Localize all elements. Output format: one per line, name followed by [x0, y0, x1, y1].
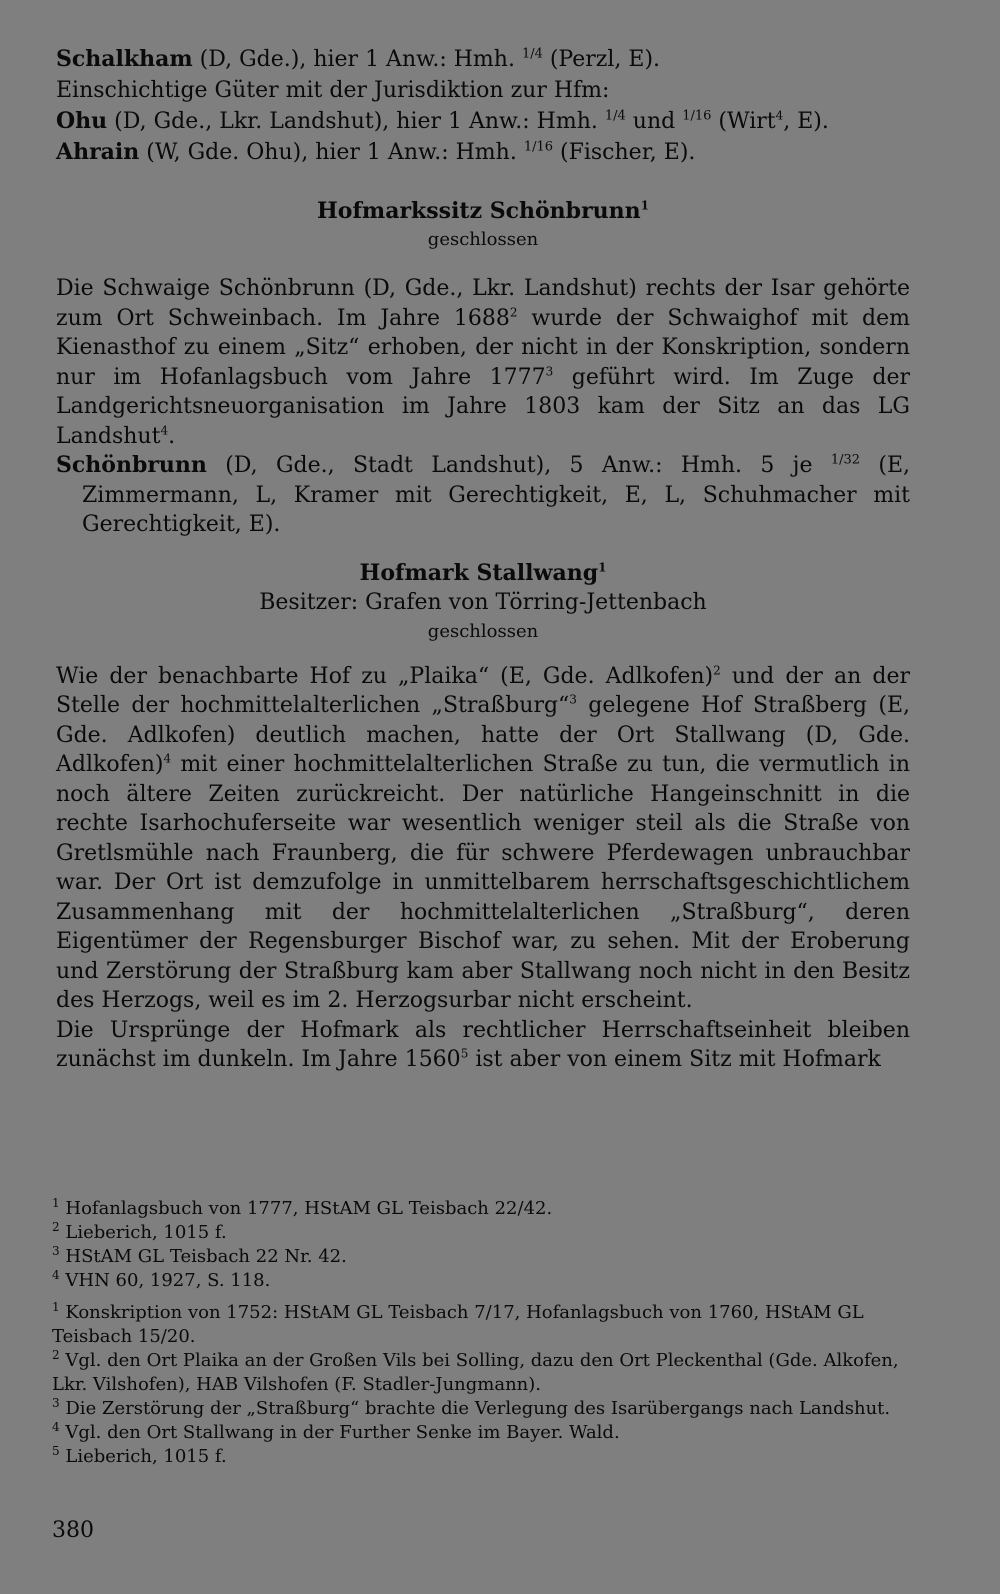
list-heading: Einschichtige Güter mit der Jurisdiktion zur Hfm:	[56, 78, 610, 103]
place-name: Ahrain	[56, 139, 140, 165]
footnote: $^3$ HStAM GL Teisbach 22 Nr. 42.	[52, 1244, 347, 1267]
section-status: geschlossen	[427, 620, 539, 642]
list-item-ahrain: Ahrain (W, Gde. Ohu), hier 1 Anw.: Hmh. $^{1/16}$ (Fischer, E).	[56, 139, 696, 165]
page-number: 380	[52, 1518, 94, 1543]
section-owner: Besitzer: Grafen von Törring-Jettenbach	[259, 589, 707, 615]
entry-schoenbrunn: Schönbrunn (D, Gde., Stadt Landshut), 5 Anw.: Hmh. 5 je $^{1/32}$ (E, Zimmermann, L, Kramer mit Gerechtigkeit, E, L, Schuhmacher mit Gerechtigkeit, E).	[56, 452, 910, 537]
footnote: $^4$ VHN 60, 1927, S. 118.	[52, 1268, 271, 1291]
footnote: $^1$ Konskription von 1752: HStAM GL Teisbach 7/17, Hofanlagsbuch von 1760, HStAM GL Teisbach 15/20.	[52, 1300, 864, 1347]
footnotes-group-b	[52, 1301, 910, 1469]
place-name: Schönbrunn	[56, 452, 207, 478]
place-name: Ohu	[56, 108, 108, 134]
paragraph-stallwang-1: Wie der benachbarte Hof zu „Plaika“ (E, Gde. Adlkofen)$^2$ und der an der Stelle der hochmittelalterlichen „Straßburg“$^3$ gelegene Hof Straßberg (E, Gde. Adlkofen) deutlich machen, hatte der Ort Stallwang (D, Gde. Adlkofen)$^4$ mit einer hochmittelalterlichen Straße zu tun, die vermutlich in noch ältere Zeiten zurückreicht. Der natürliche Hangeinschnitt in die rechte Isarhochuferseite war wesentlich weniger steil als die Straße von Gretlsmühle nach Fraunberg, die für schwere Pferdewagen unbrauchbar war. Der Ort ist demzufolge in unmittelbarem herrschaftsgeschichtlichem Zusammenhang mit der hochmittelalterlichen „Straßburg“, deren Eigentümer der Regensburger Bischof war, zu sehen. Mit der Eroberung und Zerstörung der Straßburg kam aber Stallwang noch nicht in den Besitz des Herzogs, weil es im 2. Herzogsurbar nicht erscheint.	[56, 663, 910, 1013]
place-name: Schalkham	[56, 46, 193, 72]
footnote: $^2$ Lieberich, 1015 f.	[52, 1220, 227, 1243]
list-item-ohu: Ohu (D, Gde., Lkr. Landshut), hier 1 Anw.: Hmh. $^{1/4}$ und $^{1/16}$ (Wirt$^4$, E).	[56, 108, 829, 134]
footnote: $^1$ Hofanlagsbuch von 1777, HStAM GL Teisbach 22/42.	[52, 1196, 553, 1219]
footnote: $^2$ Vgl. den Ort Plaika an der Großen Vils bei Solling, dazu den Ort Pleckenthal (Gde. Alkofen, Lkr. Vilshofen), HAB Vilshofen (F. Stadler-Jungmann).	[52, 1348, 899, 1395]
footnote: $^4$ Vgl. den Ort Stallwang in der Further Senke im Bayer. Wald.	[52, 1420, 620, 1443]
section-title-schoenbrunn: Hofmarkssitz Schönbrunn$^1$	[317, 198, 649, 224]
paragraph-schoenbrunn: Die Schwaige Schönbrunn (D, Gde., Lkr. Landshut) rechts der Isar gehörte zum Ort Schweinbach. Im Jahre 1688$^2$ wurde der Schwaighof mit dem Kienasthof zu einem „Sitz“ erhoben, der nicht in der Konskription, sondern nur im Hofanlagsbuch vom Jahre 1777$^3$ geführt wird. Im Zuge der Landgerichtsneuorganisation im Jahre 1803 kam der Sitz an das LG Landshut$^4$.	[56, 276, 910, 449]
section-title-stallwang: Hofmark Stallwang$^1$	[359, 559, 607, 586]
paragraph-stallwang-2: Die Ursprünge der Hofmark als rechtlicher Herrschaftseinheit bleiben zunächst im dunkeln. Im Jahre 1560$^5$ ist aber von einem Sitz mit Hofmark	[56, 1017, 910, 1072]
list-item-schalkham: Schalkham (D, Gde.), hier 1 Anw.: Hmh. $^{1/4}$ (Perzl, E).	[56, 46, 661, 72]
section-status: geschlossen	[427, 229, 539, 250]
footnote: $^5$ Lieberich, 1015 f.	[52, 1444, 227, 1467]
footnotes	[52, 1197, 910, 1469]
footnotes-group-a	[52, 1197, 910, 1293]
top-list	[56, 44, 910, 168]
footnote: $^3$ Die Zerstörung der „Straßburg“ brachte die Verlegung des Isarübergangs nach Landshut.	[52, 1396, 891, 1419]
